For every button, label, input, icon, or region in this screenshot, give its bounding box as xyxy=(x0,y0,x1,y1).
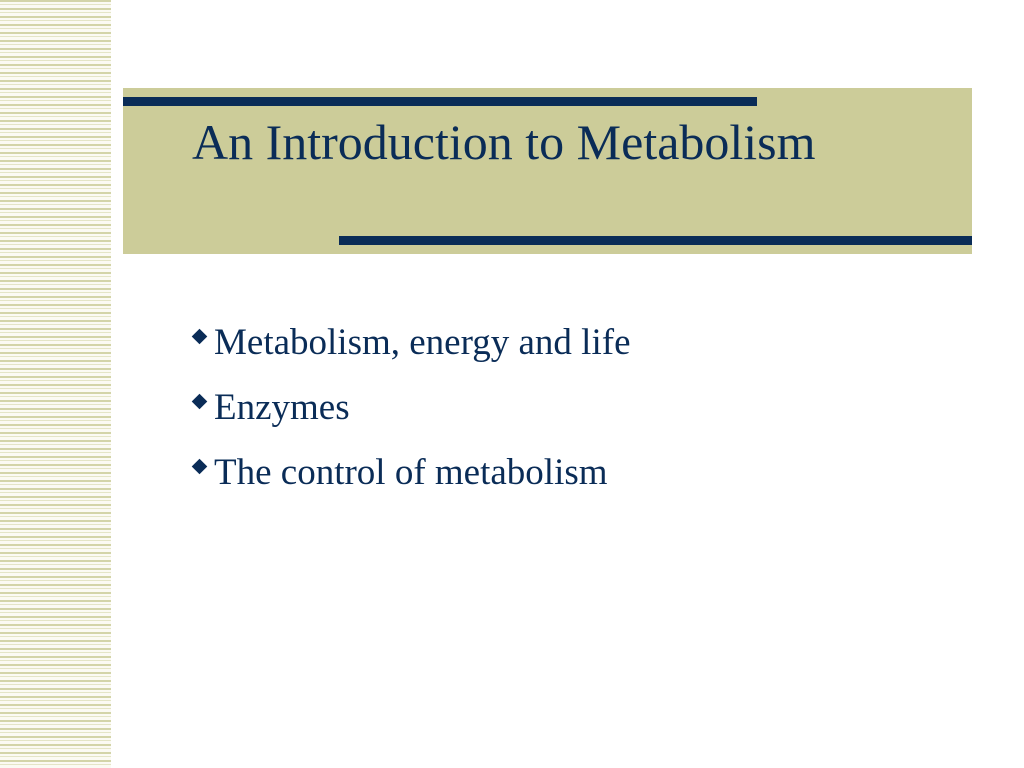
diamond-bullet-icon xyxy=(192,329,208,345)
bullet-text: The control of metabolism xyxy=(214,452,608,493)
diamond-bullet-icon xyxy=(192,394,208,410)
slide-title: An Introduction to Metabolism xyxy=(192,114,816,170)
bullet-text: Metabolism, energy and life xyxy=(214,322,631,363)
bullet-list xyxy=(190,310,631,505)
diamond-bullet-icon xyxy=(192,459,208,475)
bullet-item xyxy=(190,440,631,505)
decorative-side-stripes xyxy=(0,0,111,768)
bullet-text: Enzymes xyxy=(214,387,350,428)
bullet-item xyxy=(190,310,631,375)
title-rule-bottom xyxy=(339,236,972,245)
bullet-item xyxy=(190,375,631,440)
title-rule-top xyxy=(123,97,757,106)
